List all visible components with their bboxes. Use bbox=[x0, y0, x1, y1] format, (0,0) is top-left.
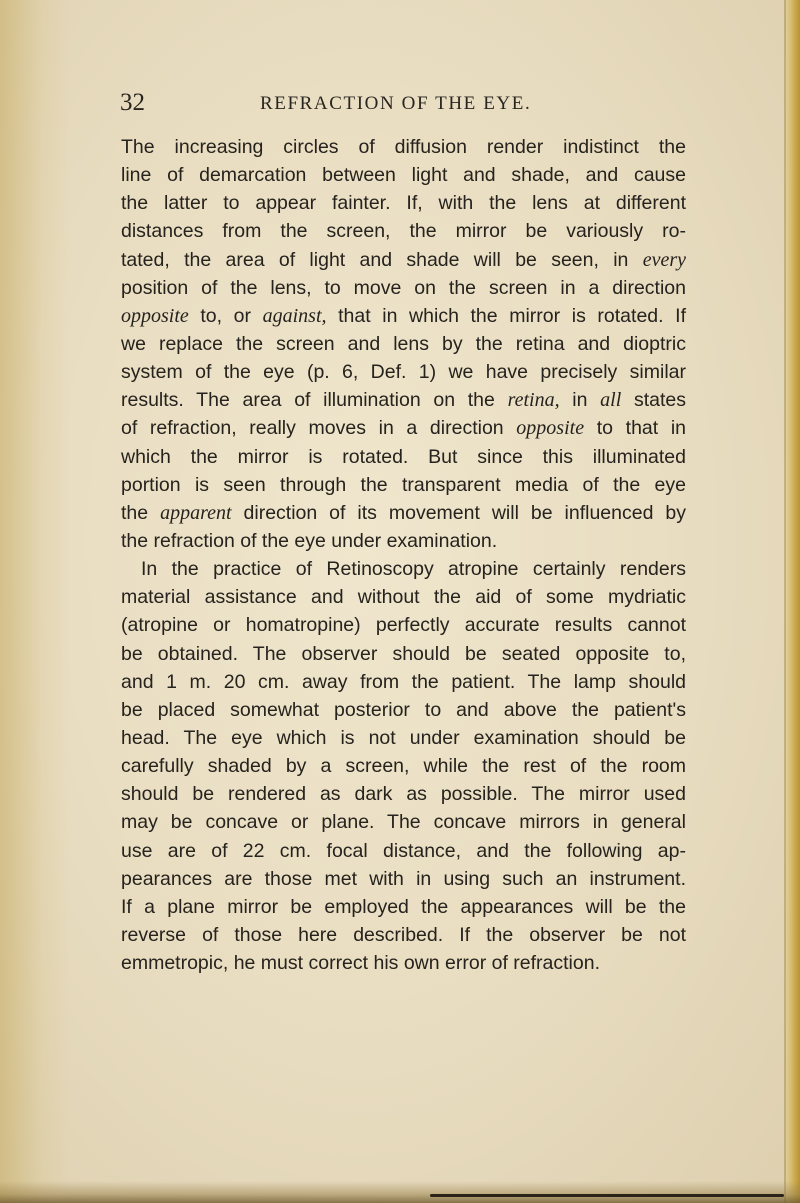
text-line: the latter to appear fainter. If, with the lens at different bbox=[121, 192, 686, 215]
body-text bbox=[121, 133, 686, 977]
text-line: we replace the screen and lens by the retina and dioptric bbox=[121, 332, 686, 355]
text-line: (atropine or homatropine) perfectly accurate results cannot bbox=[121, 614, 686, 637]
italic-text: apparent bbox=[160, 501, 232, 524]
text-line: tated, the area of light and shade will be seen, in every bbox=[121, 248, 686, 271]
running-head: REFRACTION OF THE EYE. bbox=[260, 93, 532, 114]
text-line: line of demarcation between light and shade, and cause bbox=[121, 164, 686, 187]
text-line: which the mirror is rotated. But since this illuminated bbox=[121, 445, 686, 468]
page-edge bbox=[784, 0, 800, 1203]
binding-stain bbox=[0, 0, 70, 1203]
text-line: and 1 m. 20 cm. away from the patient. The lamp should bbox=[121, 670, 686, 693]
text-line: carefully shaded by a screen, while the rest of the room bbox=[121, 755, 686, 778]
italic-text: opposite bbox=[121, 304, 189, 327]
paragraph bbox=[121, 133, 686, 555]
text-line: be placed somewhat posterior to and above the patient's bbox=[121, 698, 686, 721]
text-line: the apparent direction of its movement will be influenced by bbox=[121, 501, 686, 524]
text-line: be obtained. The observer should be seated opposite to, bbox=[121, 642, 686, 665]
text-line: results. The area of illumination on the retina, in all states bbox=[121, 389, 686, 412]
text-line: portion is seen through the transparent media of the eye bbox=[121, 473, 686, 496]
text-line: the refraction of the eye under examination. bbox=[121, 529, 498, 552]
italic-text: every bbox=[642, 248, 686, 271]
bottom-rule bbox=[430, 1194, 784, 1197]
text-line: use are of 22 cm. focal distance, and the following ap- bbox=[121, 839, 686, 862]
text-line: In the practice of Retinoscopy atropine certainly renders bbox=[141, 558, 686, 581]
text-line: material assistance and without the aid of some mydriatic bbox=[121, 586, 686, 609]
italic-text: against, bbox=[262, 304, 327, 327]
text-line: emmetropic, he must correct his own error of refraction. bbox=[121, 952, 600, 975]
text-line: If a plane mirror be employed the appearances will be the bbox=[121, 895, 686, 918]
text-line: should be rendered as dark as possible. The mirror used bbox=[121, 783, 686, 806]
page-number: 32 bbox=[120, 89, 145, 116]
text-line: system of the eye (p. 6, Def. 1) we have precisely similar bbox=[121, 361, 686, 384]
text-line: opposite to, or against, that in which the mirror is rotated. If bbox=[121, 304, 686, 327]
text-line: may be concave or plane. The concave mirrors in general bbox=[121, 811, 686, 834]
italic-text: all bbox=[600, 389, 622, 412]
italic-text: retina, bbox=[507, 389, 560, 412]
bottom-shadow bbox=[0, 1181, 800, 1203]
text-line: position of the lens, to move on the screen in a direction bbox=[121, 276, 686, 299]
page-header bbox=[120, 90, 680, 120]
text-line: of refraction, really moves in a direction opposite to that in bbox=[121, 417, 686, 440]
text-line: pearances are those met with in using such an instrument. bbox=[121, 867, 686, 890]
paragraph bbox=[121, 555, 686, 977]
italic-text: opposite bbox=[516, 417, 585, 440]
text-line: head. The eye which is not under examination should be bbox=[121, 726, 686, 749]
text-line: reverse of those here described. If the observer be not bbox=[121, 923, 686, 946]
page-edge-line bbox=[784, 0, 786, 1203]
text-line: distances from the screen, the mirror be variously ro- bbox=[121, 220, 686, 243]
text-line: The increasing circles of diffusion render indistinct the bbox=[121, 136, 686, 158]
